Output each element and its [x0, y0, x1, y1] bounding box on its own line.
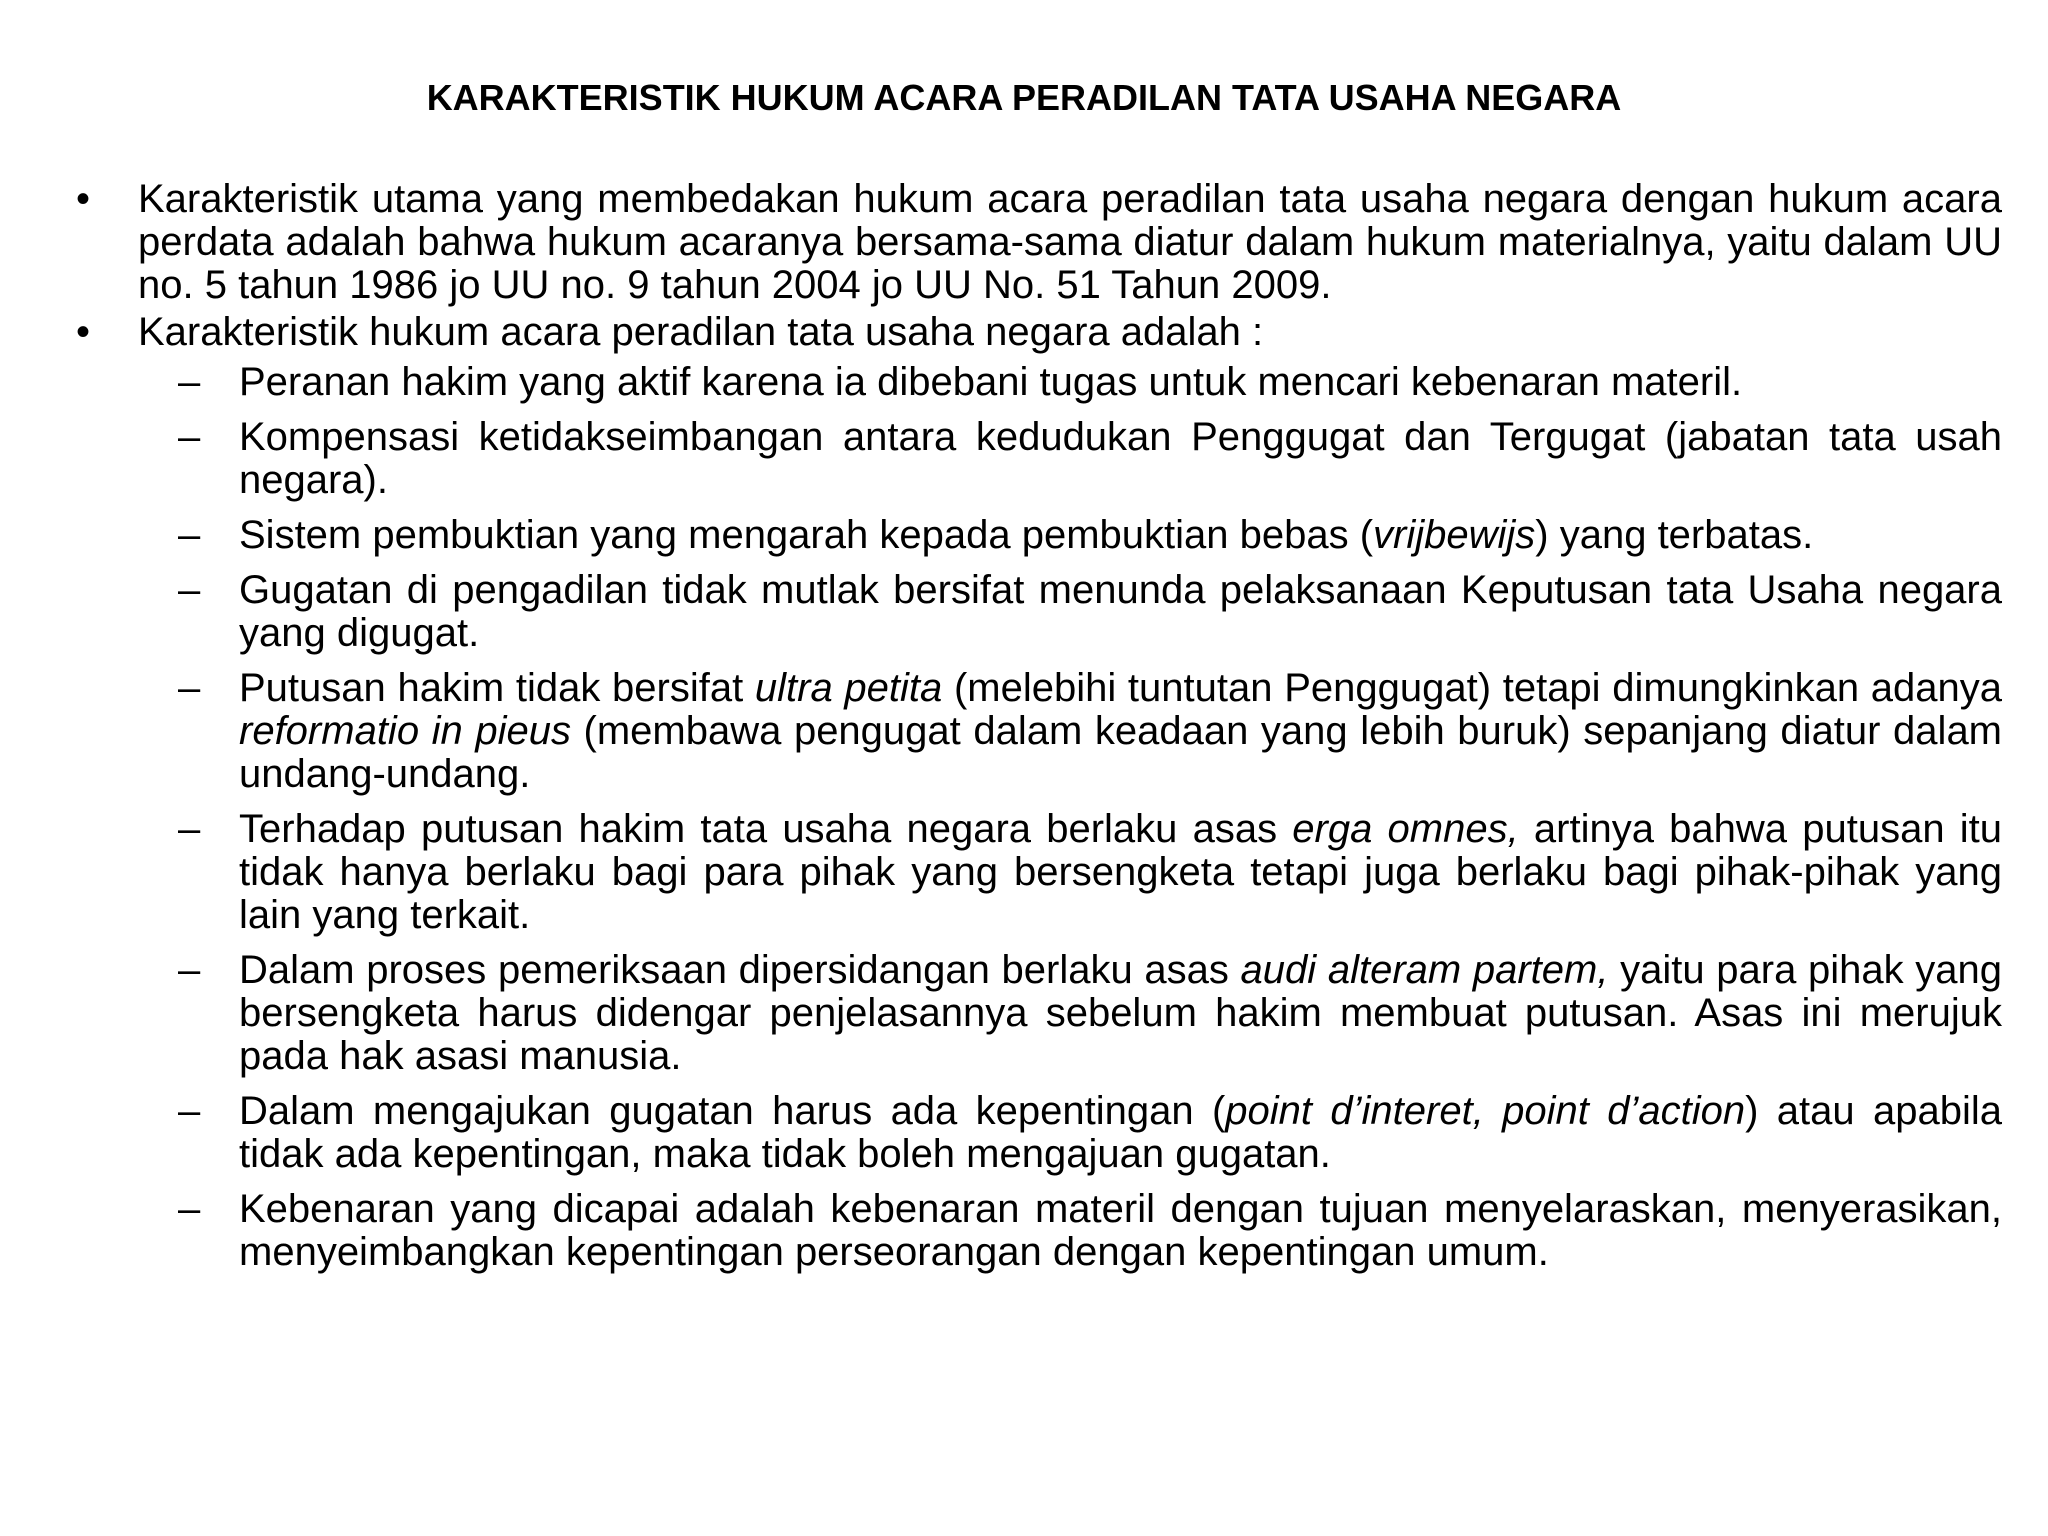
italic-term: reformatio in pieus — [239, 709, 571, 753]
text-segment: artinya bahwa putusan itu tidak hanya berlaku bagi para pihak yang bersengketa tetapi juga berlaku bagi pihak-pihak yang lain yang terkait. — [239, 807, 2002, 937]
sub-item-text — [239, 667, 2002, 796]
text-segment: Sistem pembuktian yang mengarah kepada pembuktian bebas ( — [239, 513, 1374, 557]
text-segment: ) atau apabila tidak ada kepentingan, maka tidak boleh mengajuan gugatan. — [239, 1089, 2003, 1176]
dash-marker: – — [178, 415, 201, 459]
sub-item-text — [239, 514, 2002, 557]
dash-marker: – — [178, 948, 201, 992]
text-segment: yaitu para pihak yang bersengketa harus didengar penjelasannya sebelum hakim membuat putusan. Asas ini merujuk pada hak asasi manusia. — [239, 948, 2002, 1078]
sub-item — [0, 569, 2048, 655]
sub-item — [0, 808, 2048, 937]
text-segment: Kompensasi ketidakseimbangan antara kedudukan Penggugat dan Tergugat (jabatan tata usah negara). — [239, 415, 2002, 502]
bullet-marker: • — [76, 310, 91, 354]
dash-marker: – — [178, 1187, 201, 1231]
dash-marker: – — [178, 666, 201, 710]
italic-term: erga omnes, — [1292, 807, 1519, 851]
sub-item — [0, 1188, 2048, 1274]
sub-item-text — [239, 1188, 2002, 1274]
text-segment: (melebihi tuntutan Penggugat) tetapi dimungkinkan adanya — [942, 666, 2002, 710]
dash-marker: – — [178, 513, 201, 557]
italic-term: vrijbewijs — [1373, 513, 1536, 557]
sub-item — [0, 361, 2048, 404]
text-segment: Peranan hakim yang aktif karena ia dibebani tugas untuk mencari kebenaran materil. — [239, 360, 1743, 404]
bullet-text: Karakteristik utama yang membedakan hukum acara peradilan tata usaha negara dengan hukum acara perdata adalah bahwa hukum acaranya bersama-sama diatur dalam hukum materialnya, yaitu dalam UU no. 5 tahun 1986 jo UU no. 9 tahun 2004 jo UU No. 51 Tahun 2009. — [138, 177, 2002, 307]
italic-term: point d’interet, point d’action — [1225, 1089, 1746, 1133]
sub-item — [0, 416, 2048, 502]
sub-item-text — [239, 569, 2002, 655]
text-segment: Dalam proses pemeriksaan dipersidangan berlaku asas — [239, 948, 1241, 992]
sub-item-text — [239, 1090, 2002, 1176]
dash-marker: – — [178, 360, 201, 404]
sub-item-text — [239, 361, 2002, 404]
bullet-item — [0, 311, 2048, 354]
sub-item — [0, 514, 2048, 557]
bullet-marker: • — [76, 177, 91, 221]
dash-marker: – — [178, 807, 201, 851]
dash-marker: – — [178, 568, 201, 612]
dash-marker: – — [178, 1089, 201, 1133]
text-segment: (membawa pengugat dalam keadaan yang lebih buruk) sepanjang diatur dalam undang-undang. — [239, 709, 2003, 796]
text-segment: Putusan hakim tidak bersifat — [239, 666, 755, 710]
slide-title: KARAKTERISTIK HUKUM ACARA PERADILAN TATA USAHA NEGARA — [426, 77, 1622, 118]
text-segment: Dalam mengajukan gugatan harus ada kepentingan ( — [239, 1089, 1226, 1133]
text-segment: Gugatan di pengadilan tidak mutlak bersifat menunda pelaksanaan Keputusan tata Usaha negara yang digugat. — [239, 568, 2002, 655]
sub-item-text — [239, 416, 2002, 502]
sub-item-text — [239, 808, 2002, 937]
sub-item-text — [239, 949, 2002, 1078]
sub-item-list — [0, 361, 2048, 1274]
italic-term: audi alteram partem, — [1240, 948, 1609, 992]
text-segment: ) yang terbatas. — [1535, 513, 1814, 557]
bullet-item — [0, 178, 2048, 307]
slide-content — [0, 178, 2048, 1286]
bullet-text: Karakteristik hukum acara peradilan tata usaha negara adalah : — [138, 310, 1264, 354]
sub-item — [0, 949, 2048, 1078]
text-segment: Kebenaran yang dicapai adalah kebenaran materil dengan tujuan menyelaraskan, menyerasikan, menyeimbangkan kepentingan perseorangan dengan kepentingan umum. — [239, 1187, 2002, 1274]
sub-item — [0, 1090, 2048, 1176]
text-segment: Terhadap putusan hakim tata usaha negara berlaku asas — [239, 807, 1293, 851]
sub-item — [0, 667, 2048, 796]
italic-term: ultra petita — [754, 666, 943, 710]
